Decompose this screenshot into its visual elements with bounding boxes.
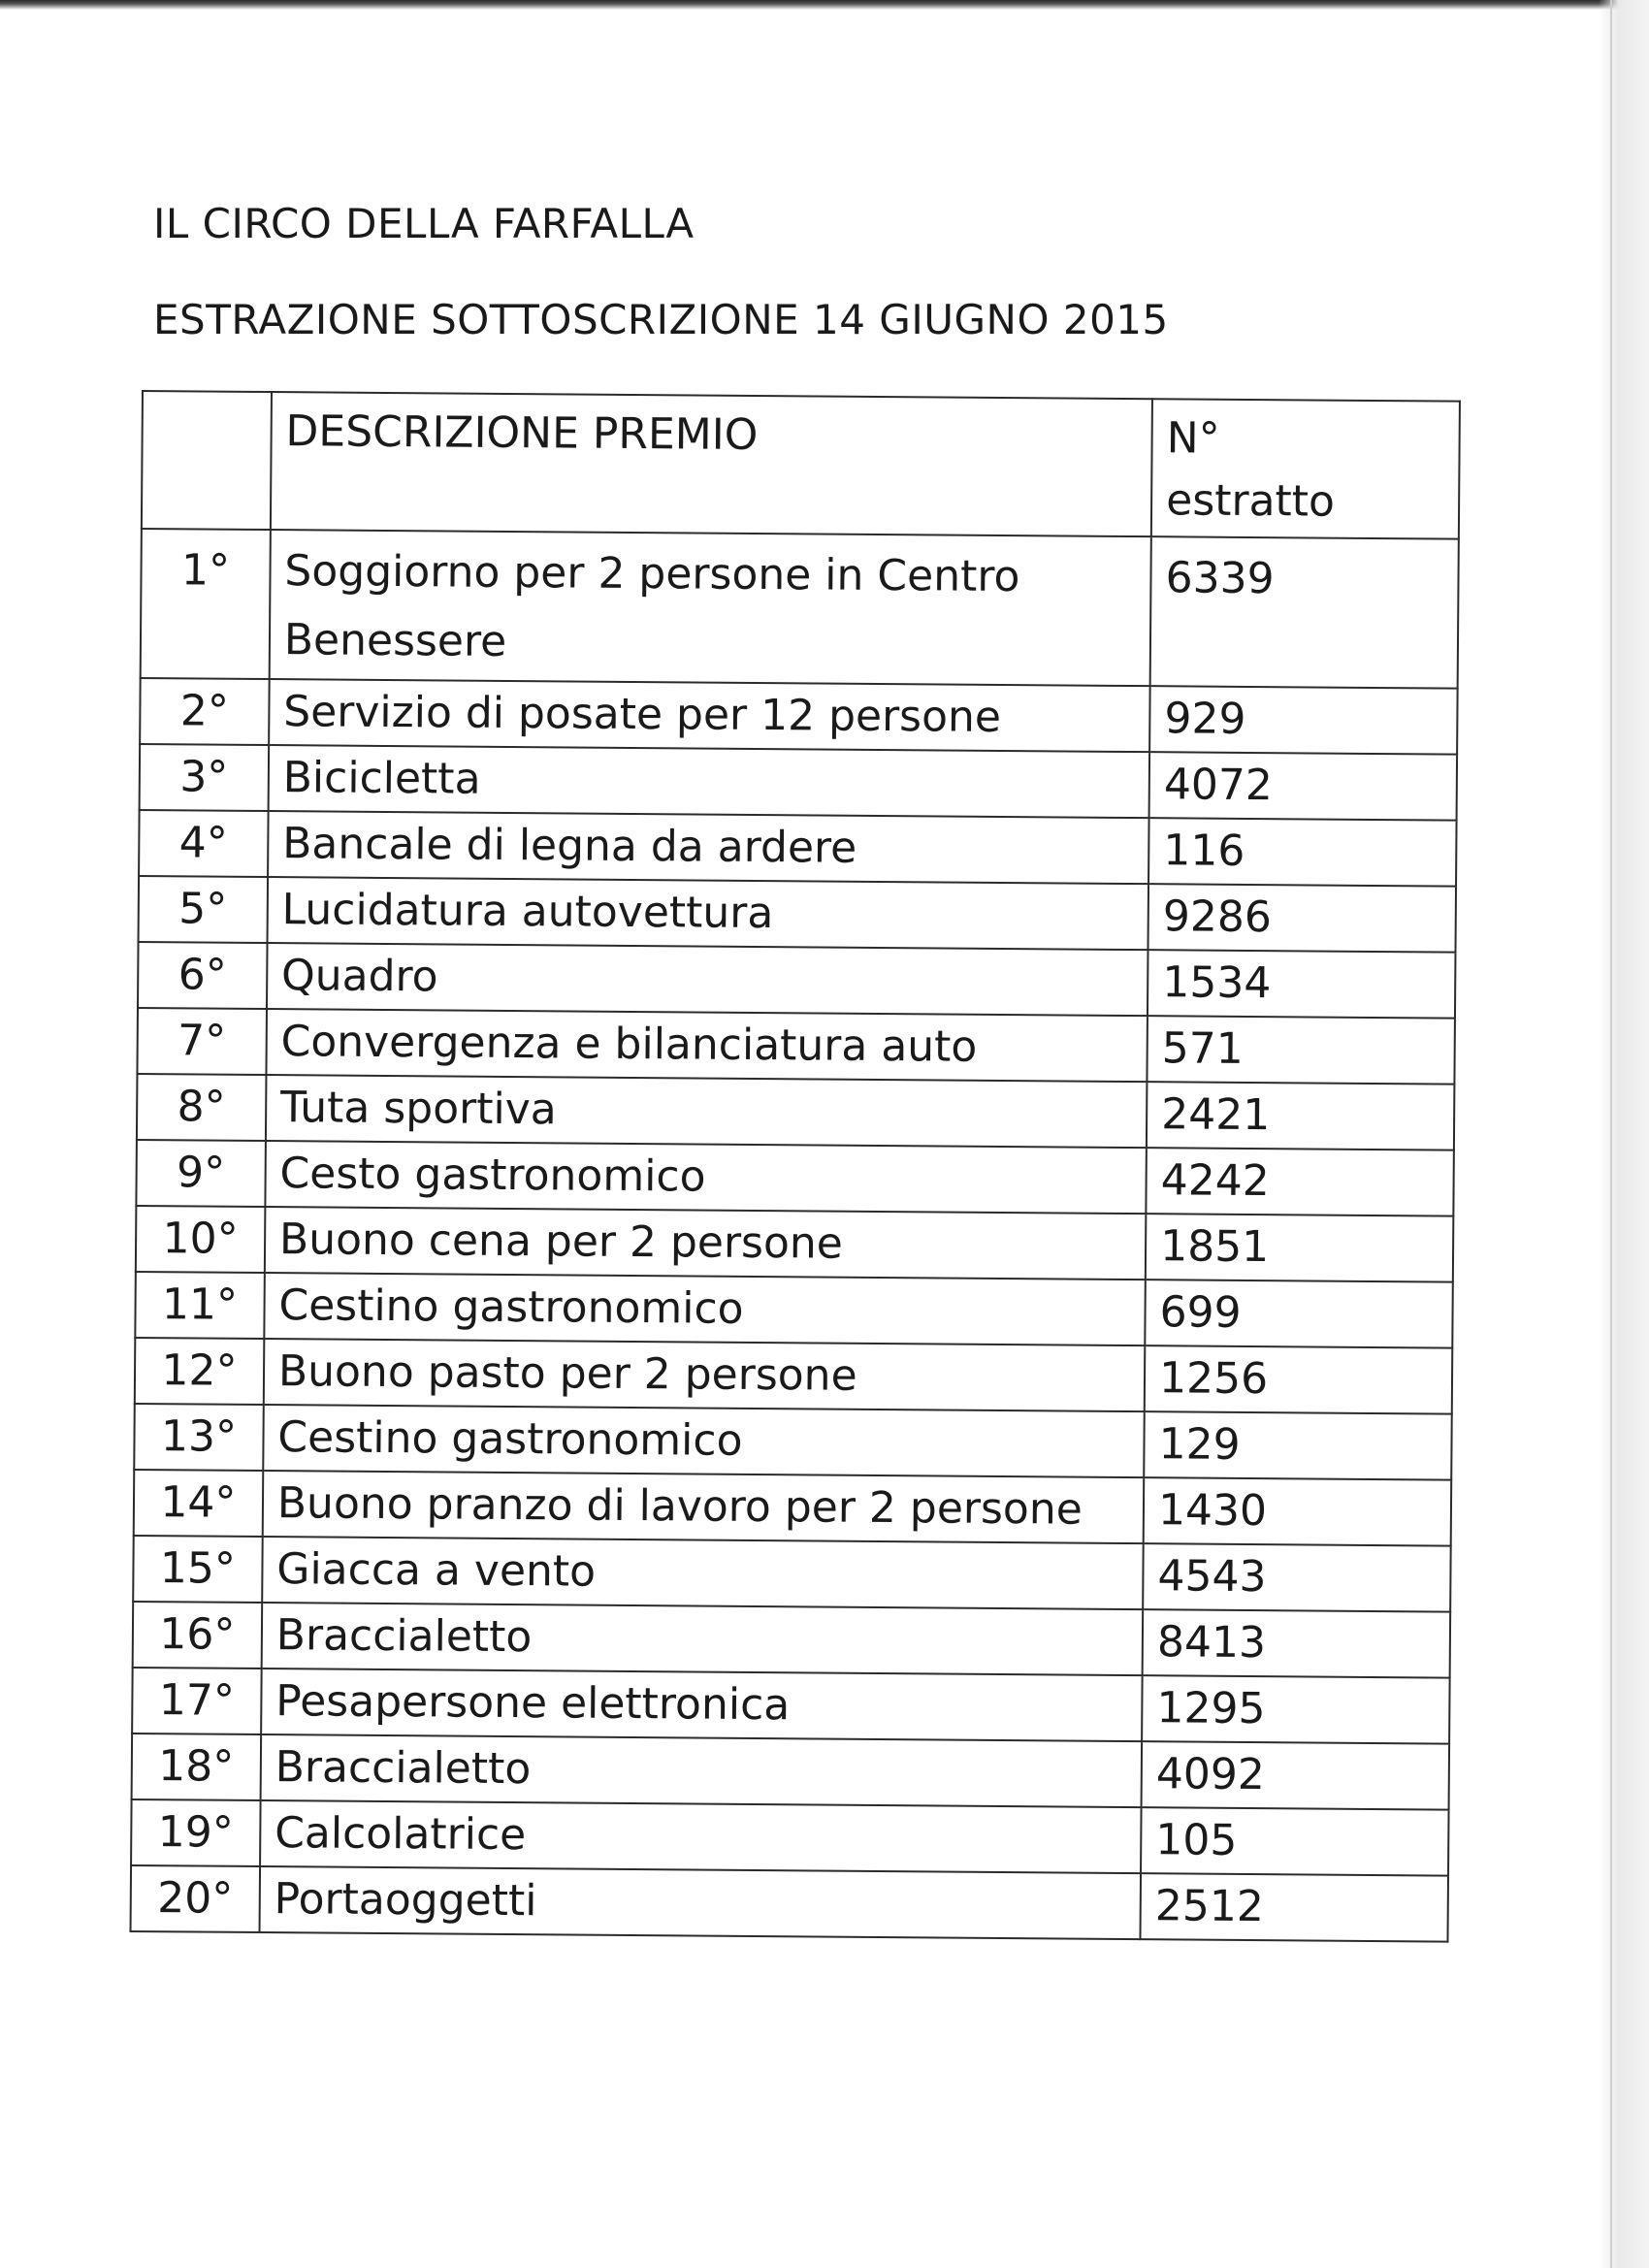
prize-rank: 8° [137, 1074, 266, 1141]
prize-description: Cestino gastronomico [263, 1405, 1145, 1477]
prize-rank: 1° [141, 529, 271, 680]
table-row [131, 1865, 1448, 1942]
prize-description: Braccialetto [262, 1603, 1144, 1675]
prize-table [130, 390, 1461, 1943]
table-row [136, 1140, 1453, 1216]
prize-description: Lucidatura autovettura [267, 877, 1148, 950]
document-subtitle: ESTRAZIONE SOTTOSCRIZIONE 14 GIUGNO 2015 [153, 296, 1169, 343]
prize-description: Quadro [267, 943, 1148, 1016]
prize-rank: 18° [132, 1733, 261, 1800]
prize-number: 4072 [1149, 752, 1457, 820]
prize-rank: 15° [133, 1536, 262, 1603]
prize-description: Soggiorno per 2 persone in Centro Benessere [270, 530, 1151, 687]
prize-number: 2512 [1141, 1873, 1448, 1941]
prize-description: Bancale di legna da ardere [268, 811, 1149, 884]
prize-rank: 17° [132, 1668, 261, 1734]
prize-number: 571 [1148, 1016, 1455, 1084]
prize-number: 1851 [1146, 1214, 1453, 1281]
prize-number: 1256 [1145, 1345, 1452, 1413]
prize-description: Buono pasto per 2 persone [264, 1339, 1146, 1411]
table-row [133, 1536, 1450, 1612]
table-row [131, 1799, 1448, 1876]
prize-rank: 6° [138, 942, 267, 1009]
prize-number: 929 [1149, 686, 1457, 754]
table-row [139, 810, 1456, 887]
table-row [133, 1602, 1450, 1678]
table-row [138, 942, 1455, 1019]
prize-rank: 9° [136, 1140, 265, 1207]
prize-rank: 13° [134, 1404, 263, 1471]
table-row [140, 744, 1457, 821]
prize-rank: 4° [139, 810, 268, 877]
prize-number: 4242 [1146, 1148, 1453, 1215]
table-header-row [142, 391, 1460, 538]
prize-number: 4543 [1143, 1543, 1450, 1611]
prize-description: Pesapersone elettronica [261, 1669, 1143, 1741]
prize-rank: 16° [133, 1602, 262, 1669]
prize-number: 9286 [1148, 884, 1456, 952]
prize-rank: 11° [135, 1272, 264, 1339]
prize-number: 4092 [1142, 1741, 1449, 1809]
prize-number: 129 [1144, 1411, 1451, 1479]
prize-number: 2421 [1147, 1082, 1454, 1150]
table-row [140, 678, 1457, 755]
prize-number: 1534 [1148, 950, 1455, 1018]
scan-right-edge [1599, 0, 1649, 2268]
prize-description: Portaoggetti [259, 1866, 1141, 1939]
table-row [132, 1668, 1449, 1744]
prize-number: 105 [1141, 1807, 1448, 1875]
prize-number: 1295 [1142, 1675, 1449, 1743]
header-number-line2: estratto [1166, 475, 1336, 527]
prize-description: Cestino gastronomico [264, 1273, 1146, 1345]
prize-description: Buono cena per 2 persone [265, 1207, 1147, 1280]
document-title: IL CIRCO DELLA FARFALLA [153, 200, 695, 247]
prize-number: 6339 [1150, 536, 1459, 689]
prize-rank: 20° [131, 1865, 260, 1932]
prize-rank: 12° [135, 1338, 264, 1405]
header-rank [142, 391, 272, 530]
header-number-line1: N° [1166, 413, 1220, 464]
prize-rank: 5° [139, 876, 268, 943]
prize-description: Convergenza e bilanciatura auto [266, 1009, 1148, 1082]
scan-right-edge-line [1610, 0, 1612, 2268]
prize-description: Buono pranzo di lavoro per 2 persone [263, 1471, 1145, 1543]
prize-description: Calcolatrice [260, 1800, 1142, 1873]
scan-top-edge [0, 0, 1649, 10]
prize-description: Tuta sportiva [266, 1075, 1148, 1148]
prize-rank: 3° [140, 744, 269, 811]
header-description: DESCRIZIONE PREMIO [271, 392, 1152, 536]
prize-rank: 19° [131, 1799, 260, 1866]
prize-number: 8413 [1143, 1609, 1450, 1677]
prize-description: Bicicletta [268, 745, 1149, 818]
prize-rank: 2° [140, 678, 269, 745]
prize-number: 699 [1145, 1280, 1452, 1347]
table-row [134, 1470, 1451, 1546]
table-row [136, 1206, 1453, 1282]
table-row [134, 1404, 1451, 1480]
table-row [137, 1008, 1454, 1085]
table-row [135, 1338, 1452, 1414]
prize-rank: 7° [137, 1008, 266, 1075]
table-row [132, 1733, 1449, 1810]
prize-description: Cesto gastronomico [265, 1141, 1147, 1214]
table-row [137, 1074, 1454, 1150]
header-number [1151, 399, 1460, 538]
prize-rank: 14° [134, 1470, 263, 1537]
prize-number: 1430 [1144, 1477, 1451, 1545]
prize-rank: 10° [136, 1206, 265, 1273]
table-row [135, 1272, 1452, 1348]
prize-number: 116 [1148, 818, 1456, 886]
prize-description: Servizio di posate per 12 persone [269, 679, 1150, 752]
prize-description: Braccialetto [260, 1734, 1142, 1807]
prize-description: Giacca a vento [262, 1537, 1144, 1609]
table-row [139, 876, 1456, 953]
table-row [141, 529, 1459, 689]
